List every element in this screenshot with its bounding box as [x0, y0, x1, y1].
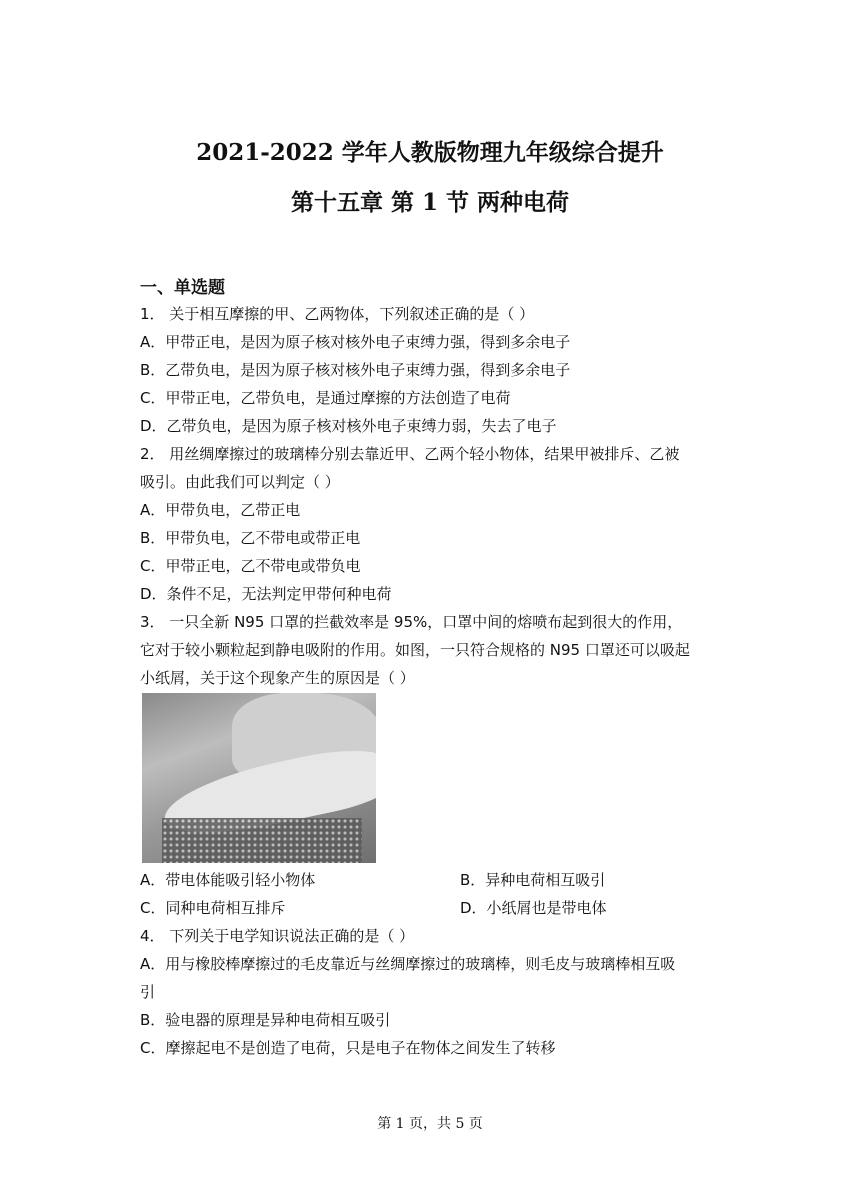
q4-option-b: B．验电器的原理是异种电荷相互吸引: [140, 1011, 391, 1029]
q3-option-a: A．带电体能吸引轻小物体: [140, 871, 316, 889]
q1-option-d: D．乙带负电，是因为原子核对核外电子束缚力弱，失去了电子: [140, 417, 557, 435]
q1-stem: 1． 关于相互摩擦的甲、乙两物体，下列叙述正确的是（ ）: [140, 305, 535, 323]
q2-stem-line2: 吸引。由此我们可以判定（ ）: [140, 473, 340, 491]
q2-stem-line1: 2． 用丝绸摩擦过的玻璃棒分别去靠近甲、乙两个轻小物体，结果甲被排斥、乙被: [140, 445, 680, 463]
q2-option-a: A．甲带负电，乙带正电: [140, 501, 301, 519]
q3-option-d: D．小纸屑也是带电体: [460, 899, 607, 917]
q2-option-c: C．甲带正电，乙不带电或带负电: [140, 557, 361, 575]
q3-option-c: C．同种电荷相互排斥: [140, 899, 286, 917]
q2-option-b: B．甲带负电，乙不带电或带正电: [140, 529, 361, 547]
chapter-title: 第十五章 第 1 节 两种电荷: [290, 189, 570, 216]
q4-stem: 4． 下列关于电学知识说法正确的是（ ）: [140, 927, 415, 945]
mask-photo: [142, 693, 376, 863]
q1-option-b: B．乙带负电，是因为原子核对核外电子束缚力强，得到多余电子: [140, 361, 571, 379]
q2-option-d: D．条件不足，无法判定甲带何种电荷: [140, 585, 392, 603]
q3-stem-line3: 小纸屑，关于这个现象产生的原因是（ ）: [140, 669, 415, 687]
q3-stem-line1: 3． 一只全新 N95 口罩的拦截效率是 95%，口罩中间的熔喷布起到很大的作用，: [140, 613, 683, 631]
q3-option-b: B．异种电荷相互吸引: [460, 871, 606, 889]
document-title: 2021-2022 学年人教版物理九年级综合提升: [196, 139, 664, 166]
q3-stem-line2: 它对于较小颗粒起到静电吸附的作用。如图，一只符合规格的 N95 口罩还可以吸起: [140, 641, 690, 659]
q1-option-c: C．甲带正电，乙带负电，是通过摩擦的方法创造了电荷: [140, 389, 511, 407]
q1-option-a: A．甲带正电，是因为原子核对核外电子束缚力强，得到多余电子: [140, 333, 571, 351]
section-heading: 一、单选题: [140, 278, 225, 298]
q4-option-a-line2: 引: [140, 983, 156, 1001]
page-footer: 第 1 页，共 5 页: [377, 1116, 483, 1132]
q4-option-c: C．摩擦起电不是创造了电荷，只是电子在物体之间发生了转移: [140, 1039, 556, 1057]
q4-option-a-line1: A．用与橡胶棒摩擦过的毛皮靠近与丝绸摩擦过的玻璃棒，则毛皮与玻璃棒相互吸: [140, 955, 676, 973]
